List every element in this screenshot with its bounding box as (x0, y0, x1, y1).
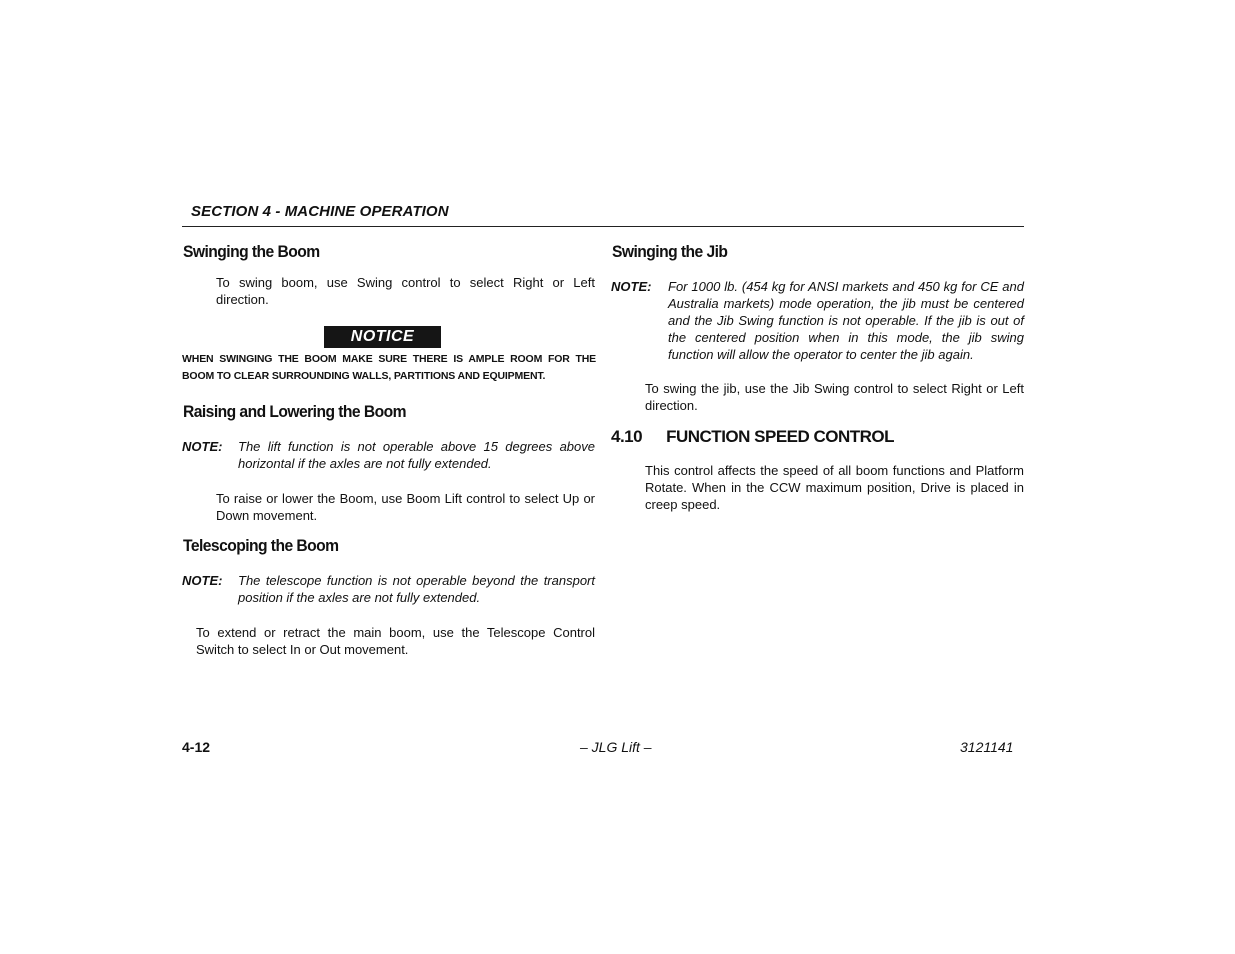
section-heading: FUNCTION SPEED CONTROL (666, 427, 895, 446)
swing-jib-text: To swing the jib, use the Jib Swing control to select Right or Left direction. (645, 381, 1024, 413)
notice-text: WHEN SWINGING THE BOOM MAKE SURE THERE IS AMPLE ROOM FOR THE BOOM TO CLEAR SURROUNDING WALLS, PARTITIONS AND EQUIPMENT. (182, 353, 596, 382)
heading-swinging-the-jib: Swinging the Jib (612, 242, 728, 261)
section-header: SECTION 4 - MACHINE OPERATION (191, 203, 449, 220)
function-speed-text: This control affects the speed of all boom functions and Platform Rotate. When in the CCW maximum position, Drive is placed in creep speed. (645, 463, 1024, 512)
footer-center-title: – JLG Lift – (580, 739, 652, 755)
footer-page-number: 4-12 (182, 739, 211, 755)
section-4-10-title (611, 427, 894, 447)
note-jib-mode (611, 278, 1024, 366)
notice-badge: NOTICE (324, 326, 441, 348)
header-rule (182, 226, 1024, 227)
heading-telescoping-boom: Telescoping the Boom (183, 536, 339, 555)
heading-swinging-the-boom: Swinging the Boom (183, 242, 320, 261)
note-telescope-function (182, 572, 595, 608)
note-label: NOTE: (182, 439, 223, 454)
footer-doc-number: 3121141 (960, 739, 1014, 755)
note-label: NOTE: (611, 279, 652, 294)
section-number: 4.10 (611, 427, 643, 446)
note-text: For 1000 lb. (454 kg for ANSI markets and 450 kg for CE and Australia markets) mode operation, the jib must be centered and the Jib Swing function is not operable. If the jib is out of the centered position when in this mode, the jib swing function will allow the operator to center the jib again. (668, 279, 1024, 362)
heading-raising-lowering-boom: Raising and Lowering the Boom (183, 402, 406, 421)
note-label: NOTE: (182, 573, 223, 588)
telescope-text: To extend or retract the main boom, use the Telescope Control Switch to select In or Out movement. (196, 625, 595, 657)
note-text: The lift function is not operable above 15 degrees above horizontal if the axles are not fully extended. (238, 439, 595, 471)
swing-boom-text: To swing boom, use Swing control to select Right or Left direction. (216, 275, 595, 307)
raise-lower-text: To raise or lower the Boom, use Boom Lift control to select Up or Down movement. (216, 491, 595, 523)
note-lift-function (182, 438, 595, 474)
note-text: The telescope function is not operable beyond the transport position if the axles are not fully extended. (238, 573, 595, 605)
